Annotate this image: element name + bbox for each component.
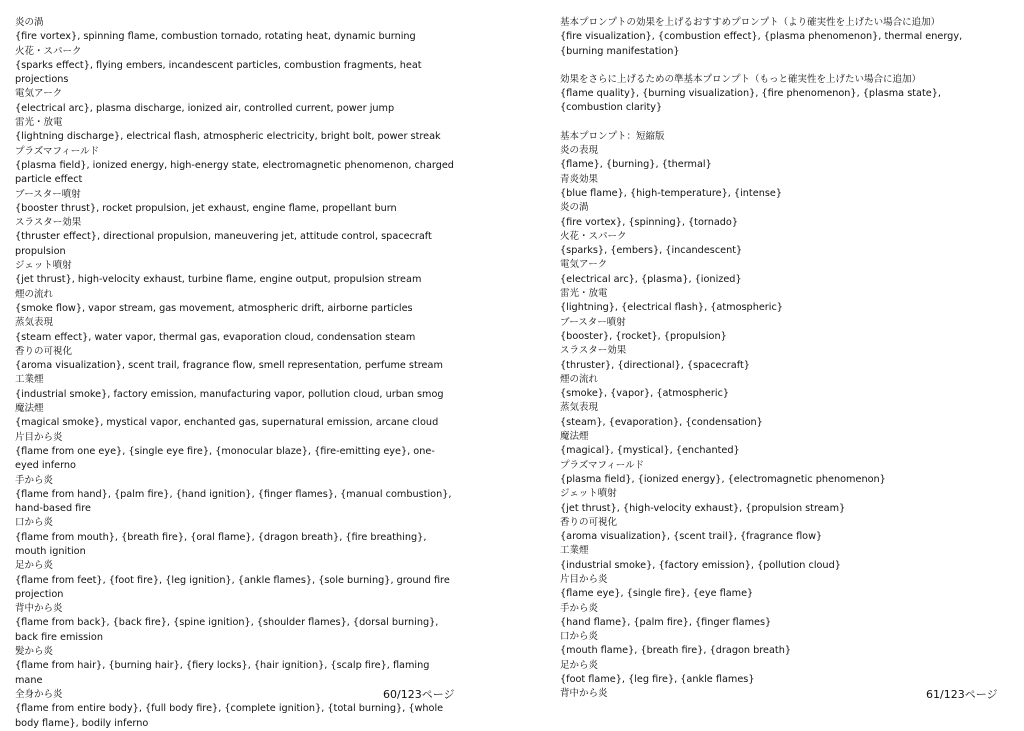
entry-heading: 火花・スパーク xyxy=(15,45,82,57)
entry-heading: 口から炎 xyxy=(15,517,54,529)
entry-text: {flame from one eye}, {single eye fire}, {monocular blaze}, {fire-emitting eye}, one-eyed inferno xyxy=(15,445,435,472)
prompt-entry xyxy=(15,16,455,45)
prompt-entry xyxy=(560,401,990,430)
entry-heading: 片目から炎 xyxy=(560,573,608,585)
entry-heading: 背中から炎 xyxy=(15,603,63,615)
semi-basic-prompt-section xyxy=(560,73,990,116)
entry-heading: スラスター効果 xyxy=(15,217,82,229)
entry-heading: プラズマフィールド xyxy=(560,459,645,471)
entry-text: {flame from hand}, {palm fire}, {hand ignition}, {finger flames}, {manual combustion}, hand-based fire xyxy=(15,488,452,515)
prompt-entry xyxy=(15,259,455,288)
entry-heading: 電気アーク xyxy=(560,259,608,271)
entry-heading: 髪から炎 xyxy=(15,646,54,658)
entry-heading: スラスター効果 xyxy=(560,345,627,357)
entry-heading: 青炎効果 xyxy=(560,173,599,185)
prompt-entry xyxy=(560,459,990,488)
entry-heading: 炎の渦 xyxy=(560,202,589,214)
prompt-entry xyxy=(560,258,990,287)
section-heading: 効果をさらに上げるための準基本プロンプト（もっと確実性を上げたい場合に追加） xyxy=(560,73,922,85)
entry-text: {plasma field}, {ionized energy}, {electromagnetic phenomenon} xyxy=(560,473,886,485)
prompt-entry xyxy=(560,630,990,659)
entry-text: {booster thrust}, rocket propulsion, jet exhaust, engine flame, propellant burn xyxy=(15,202,397,214)
entry-heading: 香りの可視化 xyxy=(560,516,618,528)
entry-heading: 電気アーク xyxy=(15,88,63,100)
prompt-entry xyxy=(15,559,455,602)
entry-heading: ブースター噴射 xyxy=(15,188,81,200)
page-number: 60/123ページ xyxy=(383,688,455,701)
prompt-entry xyxy=(560,573,990,602)
entry-text: {lightning}, {electrical flash}, {atmospheric} xyxy=(560,302,783,314)
entry-heading: 足から炎 xyxy=(15,560,54,572)
entry-text: {jet thrust}, {high-velocity exhaust}, {propulsion stream} xyxy=(560,502,846,514)
prompt-entry xyxy=(15,145,455,188)
entry-heading: 魔法煙 xyxy=(15,403,44,415)
entry-heading: 雷光・放電 xyxy=(560,288,608,300)
entry-heading: 火花・スパーク xyxy=(560,230,627,242)
entry-heading: 手から炎 xyxy=(15,474,54,486)
entry-text: {flame from feet}, {foot fire}, {leg ignition}, {ankle flames}, {sole burning}, ground fire projection xyxy=(15,574,450,600)
entry-heading: プラズマフィールド xyxy=(15,145,100,157)
entry-text: {flame from entire body}, {full body fire}, {complete ignition}, {total burning}, {whole body flame}, bodily inferno xyxy=(15,703,444,729)
prompt-entry xyxy=(15,316,455,345)
entry-text: {flame from hair}, {burning hair}, {fiery locks}, {hair ignition}, {scalp fire}, flaming mane xyxy=(15,660,430,686)
prompt-entry xyxy=(15,288,455,317)
section-text: {flame quality}, {burning visualization}, {fire phenomenon}, {plasma state}, {combustion clarity} xyxy=(560,88,941,114)
short-version-title: 基本プロンプト：短縮版 xyxy=(560,130,665,142)
entry-heading: 手から炎 xyxy=(560,602,599,614)
prompt-entry xyxy=(15,87,455,116)
entry-text: {thruster}, {directional}, {spacecraft} xyxy=(560,359,750,371)
entry-text: {flame}, {burning}, {thermal} xyxy=(560,159,712,171)
entry-heading: ジェット噴射 xyxy=(560,488,617,500)
entry-heading: 足から炎 xyxy=(560,659,599,671)
prompt-entry xyxy=(15,116,455,145)
entry-heading: 全身から炎 xyxy=(15,688,63,700)
entry-text: {industrial smoke}, {factory emission}, {pollution cloud} xyxy=(560,559,841,571)
entry-text: {electrical arc}, plasma discharge, ionized air, controlled current, power jump xyxy=(15,102,395,114)
entry-heading: 炎の表現 xyxy=(560,145,599,157)
prompt-entry xyxy=(560,201,990,230)
prompt-entry xyxy=(15,602,455,645)
entry-text: {lightning discharge}, electrical flash, atmospheric electricity, bright bolt, power streak xyxy=(15,131,441,143)
prompt-entry xyxy=(560,487,990,516)
entry-text: {industrial smoke}, factory emission, manufacturing vapor, pollution cloud, urban smog xyxy=(15,388,444,400)
entry-text: {blue flame}, {high-temperature}, {intense} xyxy=(560,187,782,199)
entry-text: {aroma visualization}, scent trail, fragrance flow, smell representation, perfume stream xyxy=(15,360,443,372)
entry-text: {smoke flow}, vapor stream, gas movement, atmospheric drift, airborne particles xyxy=(15,302,413,314)
prompt-entry xyxy=(560,287,990,316)
right-entry-list xyxy=(560,144,990,687)
left-entry-list xyxy=(15,16,455,731)
prompt-entry xyxy=(560,516,990,545)
entry-heading: 蒸気表現 xyxy=(560,402,599,414)
entry-text: {foot flame}, {leg fire}, {ankle flames} xyxy=(560,674,755,686)
prompt-entry xyxy=(560,544,990,573)
entry-heading: 口から炎 xyxy=(560,631,599,643)
prompt-entry xyxy=(560,316,990,345)
entry-text: {steam effect}, water vapor, thermal gas, evaporation cloud, condensation steam xyxy=(15,331,416,343)
entry-text: {sparks}, {embers}, {incandescent} xyxy=(560,245,743,257)
entry-text: {flame from mouth}, {breath fire}, {oral flame}, {dragon breath}, {fire breathing}, mouth ignition xyxy=(15,531,427,557)
prompt-entry xyxy=(15,516,455,559)
section-text: {fire visualization}, {combustion effect}, {plasma phenomenon}, thermal energy, {burning manifestation} xyxy=(560,31,963,57)
prompt-entry xyxy=(15,188,455,217)
right-page xyxy=(512,0,1024,712)
entry-text: {thruster effect}, directional propulsion, maneuvering jet, attitude control, spacecraft propulsion xyxy=(15,231,432,257)
prompt-entry xyxy=(560,230,990,259)
entry-heading: 煙の流れ xyxy=(15,288,54,300)
recommended-prompt-section xyxy=(560,16,990,59)
prompt-entry xyxy=(15,474,455,517)
entry-heading: 煙の流れ xyxy=(560,373,599,385)
entry-text: {magical smoke}, mystical vapor, enchanted gas, supernatural emission, arcane cloud xyxy=(15,417,439,429)
right-column xyxy=(560,16,990,702)
left-page xyxy=(0,0,512,729)
entry-text: {sparks effect}, flying embers, incandescent particles, combustion fragments, heat projections xyxy=(15,59,422,86)
entry-text: {flame from back}, {back fire}, {spine ignition}, {shoulder flames}, {dorsal burning}, back fire emission xyxy=(15,617,439,643)
prompt-entry xyxy=(560,602,990,631)
prompt-entry xyxy=(15,431,455,474)
entry-text: {smoke}, {vapor}, {atmospheric} xyxy=(560,388,730,400)
prompt-entry xyxy=(15,345,455,374)
prompt-entry xyxy=(560,173,990,202)
entry-text: {jet thrust}, high-velocity exhaust, turbine flame, engine output, propulsion stream xyxy=(15,274,422,286)
entry-text: {mouth flame}, {breath fire}, {dragon breath} xyxy=(560,645,792,657)
prompt-entry xyxy=(15,45,455,88)
entry-text: {aroma visualization}, {scent trail}, {fragrance flow} xyxy=(560,531,823,543)
entry-heading: 炎の渦 xyxy=(15,17,44,28)
entry-heading: ブースター噴射 xyxy=(560,316,626,328)
prompt-entry xyxy=(560,430,990,459)
entry-heading: 魔法煙 xyxy=(560,431,589,443)
entry-text: {fire vortex}, spinning flame, combustion tornado, rotating heat, dynamic burning xyxy=(15,31,416,43)
entry-heading: 工業煙 xyxy=(560,545,589,557)
entry-heading: 工業煙 xyxy=(15,374,44,386)
prompt-entry xyxy=(15,373,455,402)
entry-text: {booster}, {rocket}, {propulsion} xyxy=(560,330,727,342)
prompt-entry xyxy=(560,344,990,373)
entry-heading: 片目から炎 xyxy=(15,431,63,443)
prompt-entry xyxy=(560,373,990,402)
page-number: 61/123ページ xyxy=(926,688,998,701)
entry-text: {electrical arc}, {plasma}, {ionized} xyxy=(560,273,742,285)
entry-heading: 香りの可視化 xyxy=(15,345,73,357)
entry-heading: 背中から炎 xyxy=(560,688,608,700)
prompt-entry xyxy=(560,144,990,173)
prompt-entry xyxy=(15,645,455,688)
entry-text: {magical}, {mystical}, {enchanted} xyxy=(560,445,740,457)
entry-text: {steam}, {evaporation}, {condensation} xyxy=(560,416,763,428)
entry-heading: 雷光・放電 xyxy=(15,117,63,129)
prompt-entry xyxy=(15,216,455,259)
entry-heading: ジェット噴射 xyxy=(15,260,72,272)
entry-text: {fire vortex}, {spinning}, {tornado} xyxy=(560,216,739,228)
entry-text: {flame eye}, {single fire}, {eye flame} xyxy=(560,588,754,600)
section-heading: 基本プロンプトの効果を上げるおすすめプロンプト（より確実性を上げたい場合に追加） xyxy=(560,17,941,28)
entry-text: {plasma field}, ionized energy, high-energy state, electromagnetic phenomenon, charged particle effect xyxy=(15,159,454,186)
entry-heading: 蒸気表現 xyxy=(15,317,54,329)
prompt-entry xyxy=(560,659,990,688)
entry-text: {hand flame}, {palm fire}, {finger flames} xyxy=(560,616,772,628)
prompt-entry xyxy=(15,402,455,431)
